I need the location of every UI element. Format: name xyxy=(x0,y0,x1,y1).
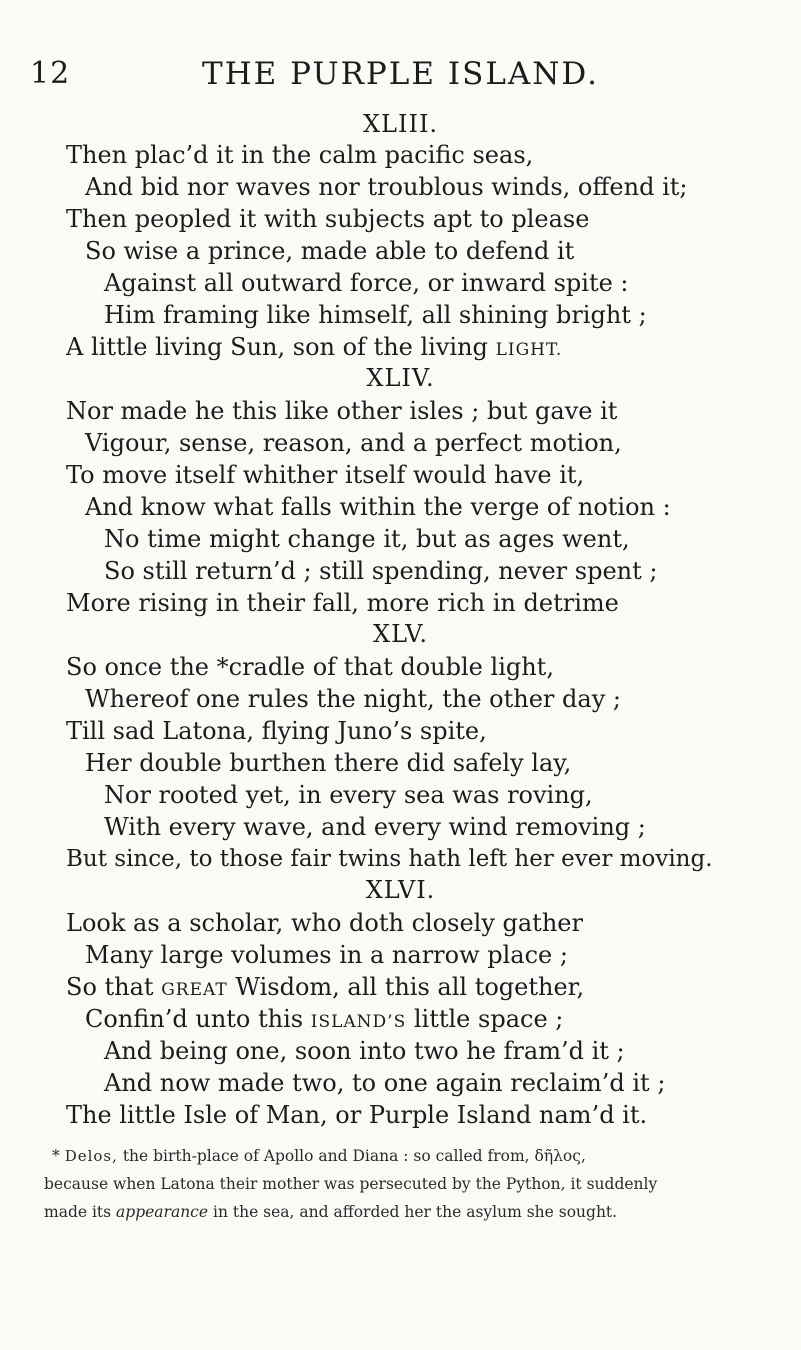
stanza-heading: XLV. xyxy=(373,620,428,648)
verse-line: Nor rooted yet, in every sea was roving, xyxy=(104,781,593,809)
stanza-heading: XLIV. xyxy=(366,364,435,392)
small-caps-word: ISLAND’S xyxy=(310,1012,407,1032)
footnote-line xyxy=(44,1142,774,1170)
small-caps-word: LIGHT. xyxy=(495,340,563,360)
footnote-text: the birth-place of Apollo and Diana : so called from, δῆλος, xyxy=(122,1147,586,1165)
verse-line: Till sad Latona, flying Juno’s spite, xyxy=(66,717,487,745)
verse-text: So that xyxy=(66,973,154,1001)
verse-line: And now made two, to one again reclaim’d it ; xyxy=(104,1069,666,1097)
stanza-heading: XLVI. xyxy=(365,876,436,904)
verse-line: Then peopled it with subjects apt to please xyxy=(66,205,590,233)
verse-line: More rising in their fall, more rich in detrime xyxy=(66,589,619,617)
verse-text: A little living Sun, son of the living xyxy=(66,333,488,361)
footnote-text: made its xyxy=(44,1203,112,1221)
verse-line: Nor made he this like other isles ; but gave it xyxy=(66,397,618,425)
verse-line: But since, to those fair twins hath left her ever moving. xyxy=(66,846,713,872)
verse-line: So still return’d ; still spending, never spent ; xyxy=(104,557,658,585)
footnote-text: in the sea, and afforded her the asylum she sought. xyxy=(212,1203,618,1221)
verse-line: Him framing like himself, all shining bright ; xyxy=(104,301,647,329)
verse-line xyxy=(66,332,562,365)
page-number: 12 xyxy=(30,56,71,91)
verse-line: So once the *cradle of that double light, xyxy=(66,653,554,681)
verse-line: And bid nor waves nor troublous winds, offend it; xyxy=(85,173,688,201)
running-title: THE PURPLE ISLAND. xyxy=(201,56,600,92)
verse-line: So wise a prince, made able to defend it xyxy=(85,237,575,265)
verse-line: The little Isle of Man, or Purple Island nam’d it. xyxy=(66,1101,648,1129)
verse-line xyxy=(85,1004,563,1037)
small-caps-word: GREAT xyxy=(161,980,228,1000)
footnote-line xyxy=(44,1198,774,1226)
footnote-emphasis: appearance xyxy=(116,1203,209,1221)
verse-line: Vigour, sense, reason, and a perfect motion, xyxy=(85,429,622,457)
verse-line: No time might change it, but as ages went, xyxy=(104,525,630,553)
verse-text: little space ; xyxy=(413,1005,564,1033)
verse-line: With every wave, and every wind removing ; xyxy=(104,813,646,841)
footnote-term: Delos, xyxy=(64,1147,118,1165)
verse-line: Many large volumes in a narrow place ; xyxy=(85,941,568,969)
footnote-marker: * xyxy=(52,1147,60,1165)
verse-line: Against all outward force, or inward spite : xyxy=(104,269,629,297)
verse-line: Her double burthen there did safely lay, xyxy=(85,749,572,777)
verse-line: To move itself whither itself would have it, xyxy=(66,461,585,489)
page-header xyxy=(30,56,771,96)
verse-text: Wisdom, all this all together, xyxy=(235,973,585,1001)
verse-line: Whereof one rules the night, the other day ; xyxy=(85,685,621,713)
verse-line: Then plac’d it in the calm pacific seas, xyxy=(66,141,534,169)
verse-text: Confin’d unto this xyxy=(85,1005,304,1033)
verse-line: And being one, soon into two he fram’d it ; xyxy=(104,1037,625,1065)
footnote-line: because when Latona their mother was persecuted by the Python, it suddenly xyxy=(44,1175,658,1193)
stanza-heading: XLIII. xyxy=(362,110,439,138)
verse-line xyxy=(66,972,584,1005)
verse-line: Look as a scholar, who doth closely gather xyxy=(66,909,583,937)
verse-line: And know what falls within the verge of notion : xyxy=(85,493,671,521)
footnote xyxy=(44,1142,774,1226)
